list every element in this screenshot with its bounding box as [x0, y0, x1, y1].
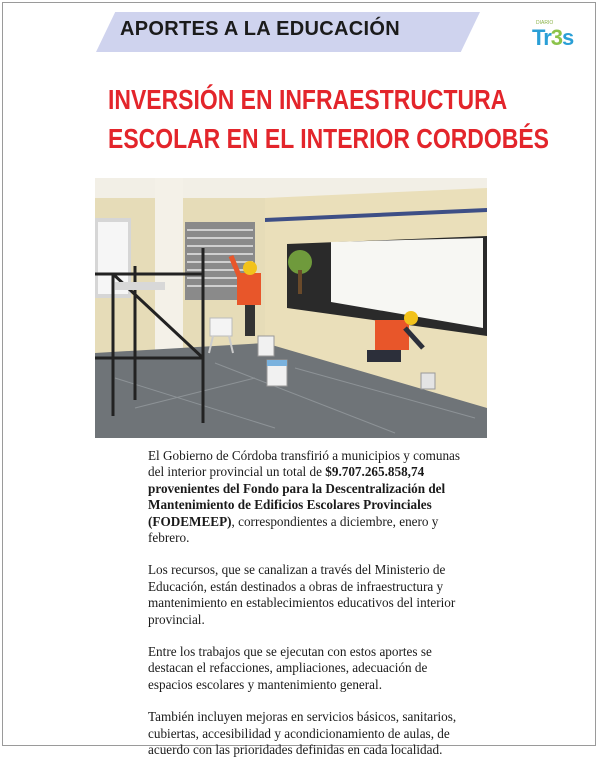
headline-line-1: INVERSIÓN EN INFRAESTRUCTURA [108, 84, 508, 115]
logo-number: 3 [550, 25, 563, 50]
logo-prefix: Tr [532, 25, 551, 50]
article-paragraph-1: El Gobierno de Córdoba transfirió a municipios y comunas del interior provincial un total de $9.707.265.858,74 provenientes del Fondo para la Descentralización del Mantenimiento de Edificios Escolares Provinciales (FODEMEEP), correspondientes a diciembre, enero y febrero. [148, 448, 461, 546]
article-body [148, 448, 466, 775]
logo-wordmark [532, 25, 573, 51]
article-paragraph-2: Los recursos, que se canalizan a través del Ministerio de Educación, están destinados a obras de infraestructura y mantenimiento en establecimientos educativos del interior provincial. [148, 562, 456, 627]
headline [108, 80, 549, 158]
logo-small-text: DIARIO [536, 20, 554, 26]
logo-suffix: s [562, 25, 574, 50]
section-banner-label: APORTES A LA EDUCACIÓN [120, 18, 400, 40]
article-photo [95, 178, 487, 438]
classroom-painting-photo [95, 178, 487, 438]
article-paragraph-3: Entre los trabajos que se ejecutan con estos aportes se destacan el refacciones, ampliaciones, adecuación de espacios escolares y mantenimiento general. [148, 644, 432, 692]
funding-amount-highlight: $9.707.265.858,74 provenientes del Fondo para la Descentralización del Mantenimiento de Edificios Escolares Provinciales (FODEMEEP) [148, 464, 446, 529]
article-paragraph-4: También incluyen mejoras en servicios básicos, sanitarios, cubiertas, accesibilidad y acondicionamiento de aulas, de acuerdo con las prioridades definidas en cada localidad. [148, 709, 457, 758]
headline-line-2: ESCOLAR EN EL INTERIOR CORDOBÉS [108, 123, 549, 154]
publication-logo [526, 14, 578, 54]
